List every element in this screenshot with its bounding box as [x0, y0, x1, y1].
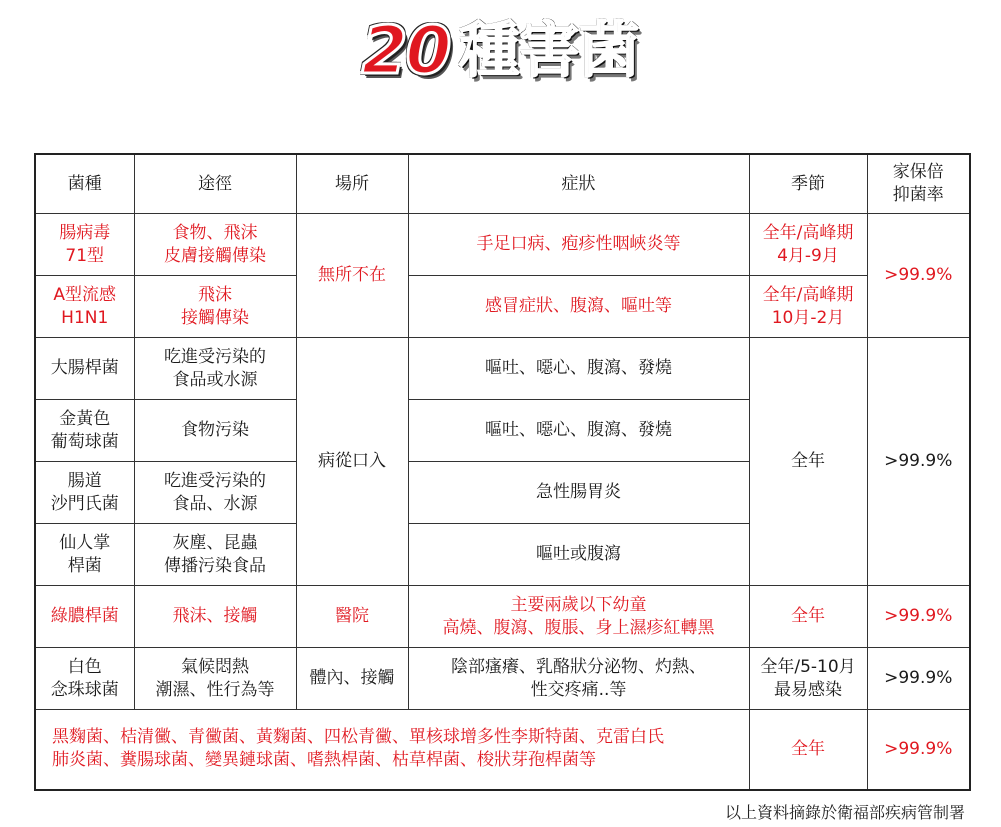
cell-symptoms: 陰部瘙癢、乳酪狀分泌物、灼熱、 性交疼痛..等: [408, 648, 749, 710]
table-row-others: [35, 710, 970, 790]
cell-season: 全年/高峰期 4月-9月: [749, 214, 867, 276]
table-header-row: [35, 154, 970, 214]
cell-bacteria: 大腸桿菌: [35, 338, 134, 400]
table-row: [35, 214, 970, 276]
cell-bacteria: 仙人掌 桿菌: [35, 524, 134, 586]
cell-bacteria: 綠膿桿菌: [35, 586, 134, 648]
table-row: [35, 276, 970, 338]
cell-route: 食物污染: [134, 400, 296, 462]
cell-season: 全年: [749, 710, 867, 790]
cell-symptoms: 嘔吐、噁心、腹瀉、發燒: [408, 400, 749, 462]
cell-route: 灰塵、昆蟲 傳播污染食品: [134, 524, 296, 586]
cell-rate: >99.9%: [867, 338, 970, 586]
page-title: [0, 12, 1001, 89]
cell-season: 全年: [749, 586, 867, 648]
cell-route: 食物、飛沫 皮膚接觸傳染: [134, 214, 296, 276]
cell-route: 飛沫、接觸: [134, 586, 296, 648]
cell-season: 全年/高峰期 10月-2月: [749, 276, 867, 338]
cell-symptoms: 嘔吐、噁心、腹瀉、發燒: [408, 338, 749, 400]
cell-place: 醫院: [296, 586, 408, 648]
cell-others: 黑麴菌、桔清黴、青黴菌、黃麴菌、四松青黴、單核球增多性李斯特菌、克雷白氏 肺炎菌、糞腸球菌、變異鏈球菌、嗜熱桿菌、枯草桿菌、梭狀芽孢桿菌等: [35, 710, 749, 790]
cell-route: 吃進受污染的 食品或水源: [134, 338, 296, 400]
bacteria-table: [34, 153, 971, 791]
cell-symptoms: 手足口病、疱疹性咽峽炎等: [408, 214, 749, 276]
cell-place: 體內、接觸: [296, 648, 408, 710]
cell-symptoms: 主要兩歲以下幼童 高燒、腹瀉、腹脹、身上濕疹紅轉黑: [408, 586, 749, 648]
cell-bacteria: 金黃色 葡萄球菌: [35, 400, 134, 462]
cell-season: 全年: [749, 338, 867, 586]
cell-season: 全年/5-10月 最易感染: [749, 648, 867, 710]
header-route: 途徑: [134, 154, 296, 214]
cell-symptoms: 嘔吐或腹瀉: [408, 524, 749, 586]
header-symptoms: 症狀: [408, 154, 749, 214]
cell-rate: >99.9%: [867, 710, 970, 790]
cell-rate: >99.9%: [867, 214, 970, 338]
header-bacteria: 菌種: [35, 154, 134, 214]
table-row: [35, 338, 970, 400]
cell-symptoms: 感冒症狀、腹瀉、嘔吐等: [408, 276, 749, 338]
cell-route: 氣候悶熱 潮濕、性行為等: [134, 648, 296, 710]
table-row: [35, 586, 970, 648]
header-season: 季節: [749, 154, 867, 214]
header-rate: 家保倍 抑菌率: [867, 154, 970, 214]
cell-bacteria: 腸道 沙門氏菌: [35, 462, 134, 524]
cell-bacteria: 白色 念珠球菌: [35, 648, 134, 710]
cell-rate: >99.9%: [867, 586, 970, 648]
cell-rate: >99.9%: [867, 648, 970, 710]
source-note: 以上資料摘錄於衛福部疾病管制署: [724, 803, 965, 822]
table-row: [35, 648, 970, 710]
cell-place: 病從口入: [296, 338, 408, 586]
cell-bacteria: 腸病毒 71型: [35, 214, 134, 276]
title-text: 種害菌: [459, 16, 640, 86]
cell-symptoms: 急性腸胃炎: [408, 462, 749, 524]
title-number: 20: [361, 12, 450, 89]
cell-route: 吃進受污染的 食品、水源: [134, 462, 296, 524]
cell-route: 飛沫 接觸傳染: [134, 276, 296, 338]
header-place: 場所: [296, 154, 408, 214]
cell-bacteria: A型流感 H1N1: [35, 276, 134, 338]
cell-place: 無所不在: [296, 214, 408, 338]
